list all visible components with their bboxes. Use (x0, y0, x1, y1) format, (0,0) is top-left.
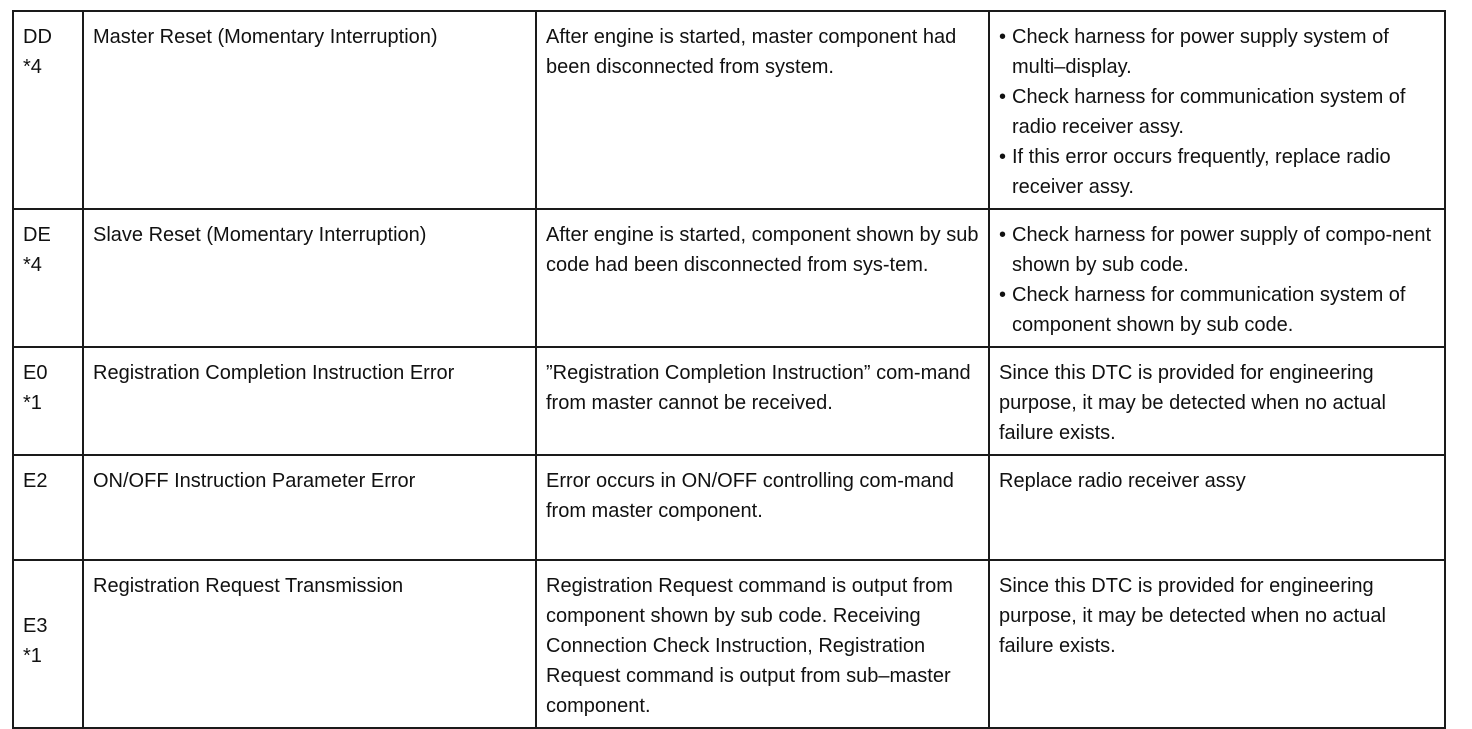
detection-condition-cell (536, 11, 989, 209)
dtc-note: *4 (23, 56, 42, 78)
table-row (13, 560, 1445, 728)
bullet-icon: • (999, 146, 1007, 168)
detection-item-cell (83, 347, 536, 455)
trouble-area-text: If this error occurs frequently, replace radio receiver assy. (1012, 146, 1391, 198)
detection-condition: After engine is started, component shown by sub code had been disconnected from sys-tem. (546, 224, 979, 276)
dtc-code-cell (13, 209, 83, 347)
detection-condition-cell (536, 347, 989, 455)
table-row (13, 347, 1445, 455)
trouble-area-list (999, 220, 1436, 340)
dtc-code-cell (13, 11, 83, 209)
dtc-note: *1 (23, 645, 42, 667)
dtc-code: DE (23, 224, 51, 246)
detection-item-cell (83, 455, 536, 560)
trouble-area-text: Since this DTC is provided for engineering purpose, it may be detected when no actual failure exists. (999, 575, 1386, 657)
dtc-code-cell (13, 560, 83, 728)
detection-condition: Registration Request command is output from component shown by sub code. Receiving Connection Check Instruction, Registration Request command is output from sub–master component. (546, 575, 953, 717)
detection-condition-cell (536, 455, 989, 560)
detection-condition-cell (536, 560, 989, 728)
detection-condition: After engine is started, master component had been disconnected from system. (546, 26, 957, 78)
dtc-code: DD (23, 26, 52, 48)
trouble-area-cell (989, 560, 1445, 728)
dtc-code: E0 (23, 362, 48, 384)
dtc-table-page (12, 10, 1444, 729)
detection-item: Master Reset (Momentary Interruption) (93, 26, 438, 48)
trouble-area-text: Check harness for communication system of component shown by sub code. (1012, 284, 1406, 336)
trouble-area-text: Check harness for power supply of compo-nent shown by sub code. (1012, 224, 1432, 276)
bullet-icon: • (999, 26, 1007, 48)
trouble-area-text: Check harness for power supply system of multi–display. (1012, 26, 1389, 78)
list-item (999, 280, 1436, 340)
trouble-area-text: Since this DTC is provided for engineering purpose, it may be detected when no actual failure exists. (999, 362, 1386, 444)
table-row (13, 455, 1445, 560)
bullet-icon: • (999, 86, 1007, 108)
trouble-area-cell (989, 347, 1445, 455)
trouble-area-text: Check harness for communication system of radio receiver assy. (1012, 86, 1406, 138)
dtc-code-cell (13, 455, 83, 560)
bullet-icon: • (999, 224, 1007, 246)
list-item (999, 220, 1436, 280)
detection-item: Slave Reset (Momentary Interruption) (93, 224, 427, 246)
trouble-area-list (999, 22, 1436, 202)
dtc-table (12, 10, 1446, 729)
trouble-area-cell (989, 209, 1445, 347)
detection-item: Registration Completion Instruction Error (93, 362, 455, 384)
dtc-note: *1 (23, 392, 42, 414)
list-item (999, 82, 1436, 142)
list-item (999, 22, 1436, 82)
detection-item: ON/OFF Instruction Parameter Error (93, 470, 416, 492)
detection-condition-cell (536, 209, 989, 347)
dtc-code-cell (13, 347, 83, 455)
dtc-note: *4 (23, 254, 42, 276)
list-item (999, 142, 1436, 202)
detection-item: Registration Request Transmission (93, 575, 404, 597)
trouble-area-text: Replace radio receiver assy (999, 470, 1246, 492)
bullet-icon: • (999, 284, 1007, 306)
detection-item-cell (83, 209, 536, 347)
dtc-code: E3 (23, 615, 48, 637)
detection-condition: Error occurs in ON/OFF controlling com-mand from master component. (546, 470, 954, 522)
detection-item-cell (83, 560, 536, 728)
trouble-area-cell (989, 11, 1445, 209)
detection-item-cell (83, 11, 536, 209)
table-row (13, 209, 1445, 347)
dtc-code: E2 (23, 470, 48, 492)
trouble-area-cell (989, 455, 1445, 560)
table-row (13, 11, 1445, 209)
detection-condition: ”Registration Completion Instruction” com-mand from master cannot be received. (546, 362, 971, 414)
